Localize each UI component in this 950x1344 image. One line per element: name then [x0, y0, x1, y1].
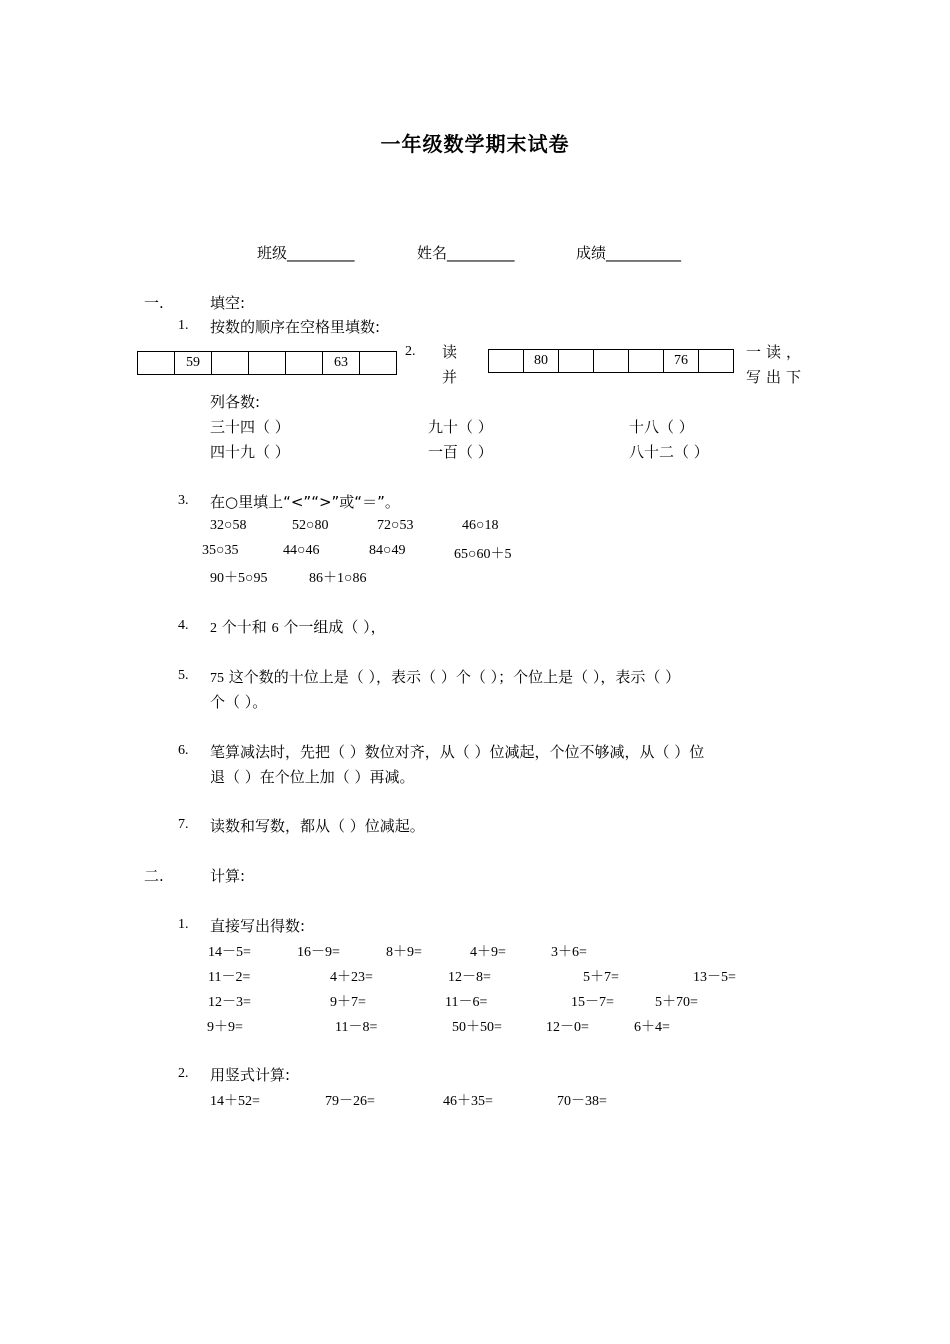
compare-item[interactable]: 44○46 [283, 543, 320, 558]
mental-math-item[interactable]: 5＋70= [655, 995, 698, 1010]
compare-item[interactable]: 90＋5○95 [210, 571, 268, 586]
q4-number: 4. [178, 618, 189, 633]
sequence-cell[interactable] [559, 350, 594, 372]
read-write-item[interactable]: 九十（ ） [428, 418, 493, 436]
number-sequence-row-2 [488, 349, 734, 373]
mental-math-item[interactable]: 11－6= [445, 995, 488, 1010]
sequence-cell[interactable] [360, 352, 396, 374]
q3-number: 3. [178, 493, 189, 508]
number-sequence-row-1 [137, 351, 397, 375]
class-field[interactable]: 班级_________ [257, 244, 355, 262]
q1-text: 按数的顺序在空格里填数: [210, 318, 381, 336]
section2-label: 计算: [210, 867, 246, 885]
mental-math-item[interactable]: 6＋4= [634, 1020, 670, 1035]
calc-q2-text: 用竖式计算: [210, 1066, 291, 1084]
q6-line1[interactable]: 笔算减法时，先把（ ）数位对齐，从（ ）位减起，个位不够减，从（ ）位 [210, 743, 705, 761]
read-write-item[interactable]: 三十四（ ） [210, 418, 290, 436]
compare-item[interactable]: 52○80 [292, 518, 329, 533]
q4-tens: 2 [210, 621, 217, 636]
mental-math-item[interactable]: 50＋50= [452, 1020, 502, 1035]
read-write-item[interactable]: 十八（ ） [629, 418, 694, 436]
q2-text-continued: 列各数: [210, 393, 261, 411]
mental-math-item[interactable]: 5＋7= [583, 970, 619, 985]
q1-number: 1. [178, 318, 189, 333]
q5-line1-text: 这个数的十位上是（ ），表示（ ）个（ ）；个位上是（ ），表示（ ） [228, 668, 681, 686]
sequence-cell[interactable] [489, 350, 524, 372]
q3-text: 在○里填上“<”“>”或“＝”。 [210, 493, 400, 511]
mental-math-item[interactable]: 13－5= [693, 970, 736, 985]
vertical-calc-item[interactable]: 70－38= [557, 1094, 607, 1109]
mental-math-item[interactable]: 15－7= [571, 995, 614, 1010]
q5-number-75: 75 [210, 671, 224, 686]
q6-number: 6. [178, 743, 189, 758]
section1-label: 填空: [210, 294, 246, 312]
compare-item[interactable]: 65○60＋5 [454, 547, 512, 562]
sequence-cell[interactable] [249, 352, 286, 374]
calc-q1-number: 1. [178, 917, 189, 932]
mental-math-item[interactable]: 12－0= [546, 1020, 589, 1035]
sequence-cell[interactable] [212, 352, 249, 374]
q4-text-part2: 个一组成（ ）， [283, 618, 386, 636]
compare-item[interactable]: 32○58 [210, 518, 247, 533]
section2-number: 二. [144, 867, 164, 885]
sequence-cell[interactable] [629, 350, 664, 372]
compare-item[interactable]: 46○18 [462, 518, 499, 533]
mental-math-item[interactable]: 4＋23= [330, 970, 373, 985]
section1-number: 一. [144, 294, 164, 312]
q5-line2[interactable]: 个（ ）。 [210, 693, 268, 711]
q7-text[interactable]: 读数和写数，都从（ ）位减起。 [210, 817, 425, 835]
page-title: 一年级数学期末试卷 [380, 132, 570, 156]
mental-math-item[interactable]: 16－9= [297, 945, 340, 960]
compare-item[interactable]: 35○35 [202, 543, 239, 558]
score-field[interactable]: 成绩__________ [576, 244, 682, 262]
name-field[interactable]: 姓名_________ [417, 244, 515, 262]
q2-number: 2. [405, 344, 416, 359]
mental-math-item[interactable]: 9＋9= [207, 1020, 243, 1035]
vertical-calc-item[interactable]: 46＋35= [443, 1094, 493, 1109]
q4-ones: 6 [271, 621, 279, 636]
q6-line2[interactable]: 退（ ）在个位上加（ ）再减。 [210, 768, 415, 786]
sequence-cell: 80 [524, 350, 559, 372]
compare-item[interactable]: 72○53 [377, 518, 414, 533]
sequence-cell[interactable] [699, 350, 733, 372]
mental-math-item[interactable]: 12－8= [448, 970, 491, 985]
mental-math-item[interactable]: 9＋7= [330, 995, 366, 1010]
calc-q2-number: 2. [178, 1066, 189, 1081]
mental-math-item[interactable]: 11－8= [335, 1020, 378, 1035]
compare-item[interactable]: 86＋1○86 [309, 571, 367, 586]
q2-text-right-top: 一读， [746, 343, 807, 361]
q4-text[interactable] [210, 616, 386, 637]
q5-line1[interactable] [210, 666, 680, 687]
q2-text-right-bottom: 写出下 [746, 368, 807, 386]
read-write-item[interactable]: 一百（ ） [428, 443, 493, 461]
sequence-cell: 59 [175, 352, 212, 374]
q4-text-part1: 个十和 [221, 618, 267, 636]
vertical-calc-item[interactable]: 14＋52= [210, 1094, 260, 1109]
q2-text-left-top: 读 [442, 343, 458, 361]
read-write-item[interactable]: 八十二（ ） [629, 443, 709, 461]
read-write-item[interactable]: 四十九（ ） [210, 443, 290, 461]
compare-item[interactable]: 84○49 [369, 543, 406, 558]
sequence-cell[interactable] [138, 352, 175, 374]
sequence-cell[interactable] [594, 350, 629, 372]
sequence-cell[interactable] [286, 352, 323, 374]
q5-number: 5. [178, 668, 189, 683]
sequence-cell: 63 [323, 352, 360, 374]
mental-math-item[interactable]: 11－2= [208, 970, 251, 985]
mental-math-item[interactable]: 3＋6= [551, 945, 587, 960]
sequence-cell: 76 [664, 350, 699, 372]
mental-math-item[interactable]: 8＋9= [386, 945, 422, 960]
mental-math-item[interactable]: 14－5= [208, 945, 251, 960]
vertical-calc-item[interactable]: 79－26= [325, 1094, 375, 1109]
calc-q1-text: 直接写出得数: [210, 917, 306, 935]
mental-math-item[interactable]: 4＋9= [470, 945, 506, 960]
q7-number: 7. [178, 817, 189, 832]
q2-text-left-bottom: 并 [442, 368, 458, 386]
mental-math-item[interactable]: 12－3= [208, 995, 251, 1010]
